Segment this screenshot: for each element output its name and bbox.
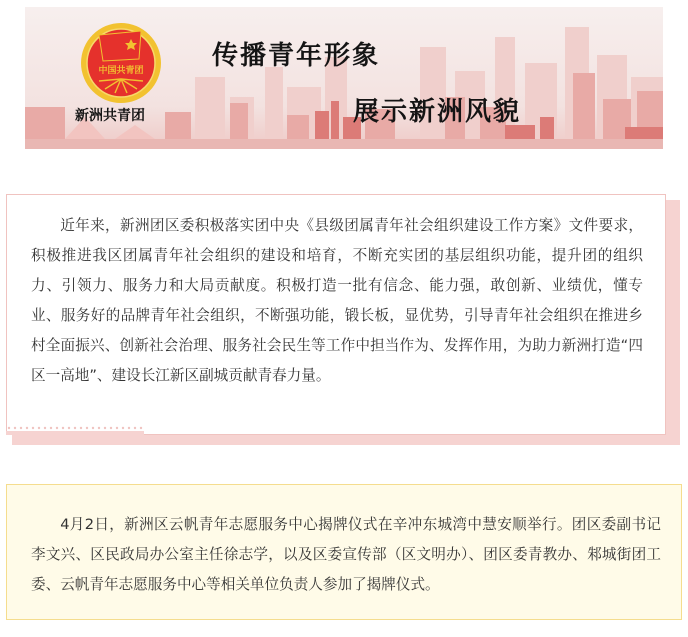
slogan-line-2: 展示新洲风貌 [353, 97, 522, 127]
org-name: 新洲共青团 [75, 108, 145, 124]
header-banner [25, 7, 663, 149]
section-2-card [6, 484, 682, 620]
emblem-text: 中国共青团 [98, 66, 144, 76]
dotted-corner-decoration [6, 425, 144, 435]
communist-youth-league-emblem-icon [79, 21, 163, 105]
slogan-line-1: 传播青年形象 [212, 41, 381, 71]
section-2-paragraph: 4月2日，新洲区云帆青年志愿服务中心揭牌仪式在辛冲东城湾中慧安顺举行。团区委副书记李文兴、区民政局办公室主任徐志学，以及区委宣传部（区文明办）、团区委青教办、邾城街团工委、云帆青年志愿服务中心等相关单位负责人参加了揭牌仪式。 [31, 516, 661, 593]
section-1-paragraph: 近年来，新洲团区委积极落实团中央《县级团属青年社会组织建设工作方案》文件要求，积极推进我区团属青年社会组织的建设和培育，不断充实团的基层组织功能，提升团的组织力、引领力、服务力和大局贡献度。积极打造一批有信念、能力强，敢创新、业绩优，懂专业、服务好的品牌青年社会组织，不断强功能，锻长板，显优势，引导青年社会组织在推进乡村全面振兴、创新社会治理、服务社会民生等工作中担当作为、发挥作用，为助力新洲打造“四区一高地”、建设长江新区副城贡献青春力量。 [31, 217, 643, 384]
section-1-card [6, 194, 666, 435]
